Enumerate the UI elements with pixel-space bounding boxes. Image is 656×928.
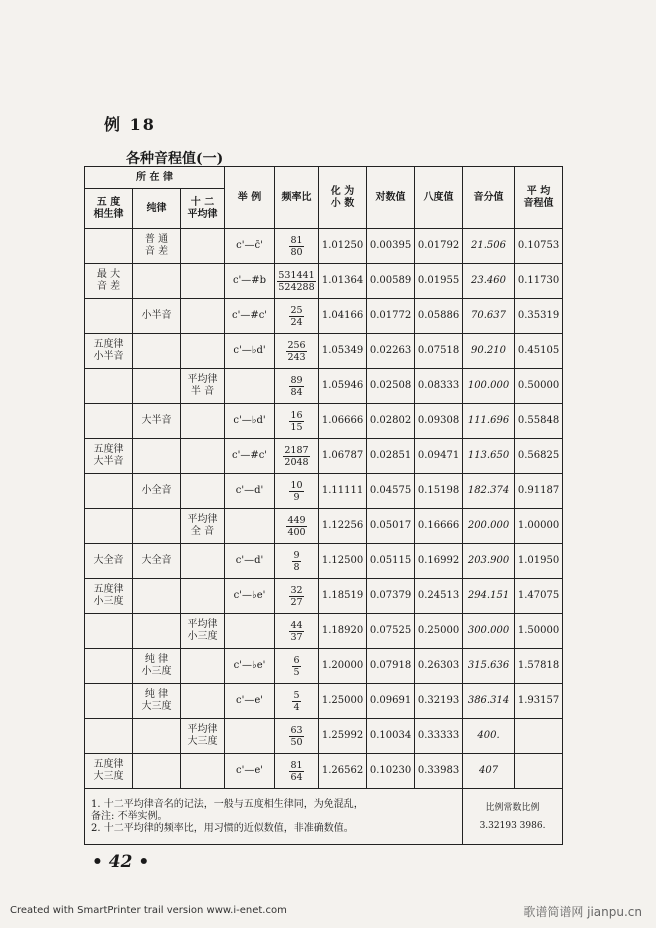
avg-cell: 0.10753 bbox=[515, 229, 563, 264]
ratio-denominator: 27 bbox=[290, 596, 303, 608]
five-degree-cell bbox=[85, 509, 133, 544]
ratio-denominator: 24 bbox=[290, 316, 303, 328]
equal-cell bbox=[181, 334, 225, 369]
footer-note: Created with SmartPrinter trail version www.i-enet.com bbox=[10, 905, 287, 916]
ratio-cell bbox=[275, 439, 319, 474]
just-cell bbox=[133, 509, 181, 544]
just-cell bbox=[133, 754, 181, 789]
just-cell bbox=[133, 719, 181, 754]
example-cell: c'—d' bbox=[225, 474, 275, 509]
octave-cell: 0.01955 bbox=[415, 264, 463, 299]
table-row bbox=[85, 229, 563, 264]
table-row bbox=[85, 754, 563, 789]
ratio-cell bbox=[275, 649, 319, 684]
cents-cell: 100.000 bbox=[463, 369, 515, 404]
example-cell: c'—♭d' bbox=[225, 334, 275, 369]
avg-cell: 0.50000 bbox=[515, 369, 563, 404]
example-cell: c'—♭e' bbox=[225, 649, 275, 684]
ratio-numerator: 63 bbox=[290, 724, 303, 736]
octave-cell: 0.16666 bbox=[415, 509, 463, 544]
log-cell: 0.02851 bbox=[367, 439, 415, 474]
avg-cell: 1.00000 bbox=[515, 509, 563, 544]
cents-cell: 386.314 bbox=[463, 684, 515, 719]
example-cell bbox=[225, 369, 275, 404]
table-row bbox=[85, 264, 563, 299]
interval-table bbox=[84, 166, 563, 845]
table-row bbox=[85, 684, 563, 719]
cents-cell: 182.374 bbox=[463, 474, 515, 509]
note-line-1b: 不举实例。 bbox=[117, 810, 168, 822]
ratio-cell bbox=[275, 334, 319, 369]
col-equal: 十 二 平均律 bbox=[181, 189, 225, 229]
equal-cell bbox=[181, 474, 225, 509]
equal-cell bbox=[181, 299, 225, 334]
ratio-denominator: 524288 bbox=[278, 281, 315, 293]
avg-cell: 0.55848 bbox=[515, 404, 563, 439]
ratio-cell bbox=[463, 789, 563, 845]
avg-cell bbox=[515, 719, 563, 754]
ratio-cell bbox=[275, 719, 319, 754]
decimal-cell: 1.01364 bbox=[319, 264, 367, 299]
ratio-denominator: 400 bbox=[287, 526, 306, 538]
avg-cell: 1.47075 bbox=[515, 579, 563, 614]
just-cell bbox=[133, 334, 181, 369]
ratio-numerator: 531441 bbox=[278, 269, 315, 281]
five-degree-cell: 五度律 小半音 bbox=[85, 334, 133, 369]
ratio-label: 比例常数比例 bbox=[485, 802, 540, 813]
just-cell bbox=[133, 614, 181, 649]
table-row bbox=[85, 649, 563, 684]
octave-cell: 0.26303 bbox=[415, 649, 463, 684]
just-cell: 小半音 bbox=[133, 299, 181, 334]
table-row bbox=[85, 544, 563, 579]
five-degree-cell bbox=[85, 369, 133, 404]
cents-cell: 294.151 bbox=[463, 579, 515, 614]
decimal-cell: 1.06787 bbox=[319, 439, 367, 474]
equal-cell bbox=[181, 684, 225, 719]
col-just: 纯律 bbox=[133, 189, 181, 229]
decimal-cell: 1.25000 bbox=[319, 684, 367, 719]
log-cell: 0.00395 bbox=[367, 229, 415, 264]
five-degree-cell bbox=[85, 614, 133, 649]
equal-cell: 平均律 半 音 bbox=[181, 369, 225, 404]
decimal-cell: 1.11111 bbox=[319, 474, 367, 509]
octave-cell: 0.25000 bbox=[415, 614, 463, 649]
avg-cell: 1.93157 bbox=[515, 684, 563, 719]
avg-cell: 1.01950 bbox=[515, 544, 563, 579]
table-row bbox=[85, 439, 563, 474]
avg-cell: 1.50000 bbox=[515, 614, 563, 649]
ratio-numerator: 256 bbox=[287, 339, 306, 351]
table-row bbox=[85, 719, 563, 754]
equal-cell bbox=[181, 754, 225, 789]
octave-cell: 0.08333 bbox=[415, 369, 463, 404]
ratio-denominator: 15 bbox=[290, 421, 303, 433]
ratio-numerator: 10 bbox=[290, 479, 303, 491]
octave-cell: 0.16992 bbox=[415, 544, 463, 579]
ratio-cell bbox=[275, 299, 319, 334]
table-row bbox=[85, 474, 563, 509]
equal-cell: 平均律 小三度 bbox=[181, 614, 225, 649]
ratio-cell bbox=[275, 544, 319, 579]
ratio-numerator: 81 bbox=[290, 234, 303, 246]
ratio-denominator: 4 bbox=[293, 701, 300, 713]
equal-cell bbox=[181, 544, 225, 579]
decimal-cell: 1.25992 bbox=[319, 719, 367, 754]
page-number: • 42 • bbox=[92, 852, 150, 872]
log-cell: 0.02263 bbox=[367, 334, 415, 369]
octave-cell: 0.09471 bbox=[415, 439, 463, 474]
decimal-cell: 1.12500 bbox=[319, 544, 367, 579]
log-cell: 0.10230 bbox=[367, 754, 415, 789]
octave-cell: 0.33983 bbox=[415, 754, 463, 789]
example-cell bbox=[225, 719, 275, 754]
ratio-cell bbox=[275, 614, 319, 649]
table-row bbox=[85, 614, 563, 649]
cents-cell: 90.210 bbox=[463, 334, 515, 369]
decimal-cell: 1.01250 bbox=[319, 229, 367, 264]
ratio-cell bbox=[275, 369, 319, 404]
just-cell: 大全音 bbox=[133, 544, 181, 579]
ratio-cell bbox=[275, 229, 319, 264]
site-watermark: 歌谱简谱网 jianpu.cn bbox=[523, 905, 642, 919]
ratio-denominator: 2048 bbox=[284, 456, 309, 468]
example-cell: c'—d' bbox=[225, 544, 275, 579]
ratio-numerator: 81 bbox=[290, 759, 303, 771]
col-ratio: 频率比 bbox=[275, 167, 319, 229]
example-cell: c'—c̄' bbox=[225, 229, 275, 264]
avg-cell: 0.11730 bbox=[515, 264, 563, 299]
log-cell: 0.05017 bbox=[367, 509, 415, 544]
five-degree-cell bbox=[85, 684, 133, 719]
ratio-cell bbox=[275, 404, 319, 439]
just-cell bbox=[133, 439, 181, 474]
note-line-2: 2. 十二平均律的频率比，用习惯的近似数值，非准确数值。 bbox=[91, 822, 354, 834]
octave-cell: 0.15198 bbox=[415, 474, 463, 509]
table-row bbox=[85, 509, 563, 544]
cents-cell: 111.696 bbox=[463, 404, 515, 439]
avg-cell bbox=[515, 754, 563, 789]
col-five-degree: 五 度 相生律 bbox=[85, 189, 133, 229]
five-degree-cell: 五度律 大三度 bbox=[85, 754, 133, 789]
col-avg: 平 均 音程值 bbox=[515, 167, 563, 229]
five-degree-cell: 五度律 小三度 bbox=[85, 579, 133, 614]
example-cell: c'—♭e' bbox=[225, 579, 275, 614]
cents-cell: 203.900 bbox=[463, 544, 515, 579]
avg-cell: 0.91187 bbox=[515, 474, 563, 509]
ratio-numerator: 16 bbox=[290, 409, 303, 421]
ratio-cell bbox=[275, 264, 319, 299]
ratio-denominator: 84 bbox=[290, 386, 303, 398]
octave-cell: 0.24513 bbox=[415, 579, 463, 614]
example-cell: c'—e' bbox=[225, 684, 275, 719]
decimal-cell: 1.20000 bbox=[319, 649, 367, 684]
cents-cell: 70.637 bbox=[463, 299, 515, 334]
octave-cell: 0.09308 bbox=[415, 404, 463, 439]
ratio-denominator: 243 bbox=[287, 351, 306, 363]
ratio-cell bbox=[275, 474, 319, 509]
decimal-cell: 1.04166 bbox=[319, 299, 367, 334]
equal-cell bbox=[181, 264, 225, 299]
log-cell: 0.09691 bbox=[367, 684, 415, 719]
log-cell: 0.07525 bbox=[367, 614, 415, 649]
decimal-cell: 1.06666 bbox=[319, 404, 367, 439]
log-cell: 0.07379 bbox=[367, 579, 415, 614]
just-cell: 纯 律 大三度 bbox=[133, 684, 181, 719]
decimal-cell: 1.12256 bbox=[319, 509, 367, 544]
notes-label: 备注: bbox=[91, 810, 115, 822]
just-cell bbox=[133, 264, 181, 299]
avg-cell: 0.45105 bbox=[515, 334, 563, 369]
equal-cell bbox=[181, 579, 225, 614]
log-cell: 0.07918 bbox=[367, 649, 415, 684]
equal-cell: 平均律 大三度 bbox=[181, 719, 225, 754]
cents-cell: 200.000 bbox=[463, 509, 515, 544]
equal-cell bbox=[181, 649, 225, 684]
ratio-denominator: 50 bbox=[290, 736, 303, 748]
example-cell: c'—#c' bbox=[225, 439, 275, 474]
ratio-denominator: 5 bbox=[293, 666, 300, 678]
table-row bbox=[85, 404, 563, 439]
decimal-cell: 1.18519 bbox=[319, 579, 367, 614]
ratio-numerator: 5 bbox=[293, 689, 300, 701]
ratio-numerator: 89 bbox=[290, 374, 303, 386]
just-cell bbox=[133, 369, 181, 404]
example-cell bbox=[225, 614, 275, 649]
ratio-numerator: 25 bbox=[290, 304, 303, 316]
cents-cell: 315.636 bbox=[463, 649, 515, 684]
log-cell: 0.01772 bbox=[367, 299, 415, 334]
table-row bbox=[85, 299, 563, 334]
cents-cell: 113.650 bbox=[463, 439, 515, 474]
example-cell: c'—♭d' bbox=[225, 404, 275, 439]
log-cell: 0.04575 bbox=[367, 474, 415, 509]
table-row bbox=[85, 579, 563, 614]
group-title: 所 在 律 bbox=[85, 167, 225, 189]
ratio-numerator: 2187 bbox=[284, 444, 309, 456]
ratio-cell bbox=[275, 579, 319, 614]
just-cell: 普 通 音 差 bbox=[133, 229, 181, 264]
cents-cell: 21.506 bbox=[463, 229, 515, 264]
ratio-cell bbox=[275, 684, 319, 719]
octave-cell: 0.05886 bbox=[415, 299, 463, 334]
ratio-numerator: 44 bbox=[290, 619, 303, 631]
col-example: 举 例 bbox=[225, 167, 275, 229]
equal-cell bbox=[181, 229, 225, 264]
just-cell: 小全音 bbox=[133, 474, 181, 509]
five-degree-cell: 五度律 大半音 bbox=[85, 439, 133, 474]
example-cell: c'—#c' bbox=[225, 299, 275, 334]
example-cell: c'—e' bbox=[225, 754, 275, 789]
decimal-cell: 1.26562 bbox=[319, 754, 367, 789]
ratio-numerator: 9 bbox=[293, 549, 300, 561]
just-cell: 大半音 bbox=[133, 404, 181, 439]
decimal-cell: 1.18920 bbox=[319, 614, 367, 649]
example-cell: c'—#b bbox=[225, 264, 275, 299]
just-cell: 纯 律 小三度 bbox=[133, 649, 181, 684]
five-degree-cell: 大全音 bbox=[85, 544, 133, 579]
ratio-numerator: 449 bbox=[287, 514, 306, 526]
equal-cell: 平均律 全 音 bbox=[181, 509, 225, 544]
ratio-denominator: 9 bbox=[293, 491, 300, 503]
avg-cell: 0.56825 bbox=[515, 439, 563, 474]
ratio-numerator: 32 bbox=[290, 584, 303, 596]
ratio-denominator: 8 bbox=[293, 561, 300, 573]
decimal-cell: 1.05349 bbox=[319, 334, 367, 369]
equal-cell bbox=[181, 404, 225, 439]
col-log: 对数值 bbox=[367, 167, 415, 229]
table-row bbox=[85, 369, 563, 404]
ratio-cell bbox=[275, 509, 319, 544]
ratio-value-2: 3986. bbox=[519, 820, 546, 831]
ratio-denominator: 64 bbox=[290, 771, 303, 783]
notes-cell bbox=[85, 789, 463, 845]
avg-cell: 1.57818 bbox=[515, 649, 563, 684]
ratio-cell bbox=[275, 754, 319, 789]
five-degree-cell bbox=[85, 404, 133, 439]
cents-cell: 300.000 bbox=[463, 614, 515, 649]
ratio-denominator: 80 bbox=[290, 246, 303, 258]
octave-cell: 0.07518 bbox=[415, 334, 463, 369]
log-cell: 0.02802 bbox=[367, 404, 415, 439]
col-cents: 音分值 bbox=[463, 167, 515, 229]
five-degree-cell bbox=[85, 474, 133, 509]
five-degree-cell bbox=[85, 229, 133, 264]
log-cell: 0.10034 bbox=[367, 719, 415, 754]
octave-cell: 0.01792 bbox=[415, 229, 463, 264]
cents-cell: 400. bbox=[463, 719, 515, 754]
example-cell bbox=[225, 509, 275, 544]
note-line-1: 1. 十二平均律音名的记法，一般与五度相生律同，为免混乱， bbox=[91, 798, 364, 810]
five-degree-cell: 最 大 音 差 bbox=[85, 264, 133, 299]
col-octave: 八度值 bbox=[415, 167, 463, 229]
avg-cell: 0.35319 bbox=[515, 299, 563, 334]
log-cell: 0.02508 bbox=[367, 369, 415, 404]
five-degree-cell bbox=[85, 649, 133, 684]
octave-cell: 0.33333 bbox=[415, 719, 463, 754]
table-caption: 各种音程值(一) bbox=[126, 151, 224, 167]
table-row bbox=[85, 334, 563, 369]
log-cell: 0.00589 bbox=[367, 264, 415, 299]
ratio-value-1: 3.32193 bbox=[479, 820, 517, 831]
octave-cell: 0.32193 bbox=[415, 684, 463, 719]
decimal-cell: 1.05946 bbox=[319, 369, 367, 404]
ratio-denominator: 37 bbox=[290, 631, 303, 643]
cents-cell: 23.460 bbox=[463, 264, 515, 299]
five-degree-cell bbox=[85, 719, 133, 754]
equal-cell bbox=[181, 439, 225, 474]
example-heading: 例 18 bbox=[104, 115, 156, 134]
just-cell bbox=[133, 579, 181, 614]
cents-cell: 407 bbox=[463, 754, 515, 789]
ratio-numerator: 6 bbox=[293, 654, 300, 666]
five-degree-cell bbox=[85, 299, 133, 334]
col-decimal: 化 为 小 数 bbox=[319, 167, 367, 229]
log-cell: 0.05115 bbox=[367, 544, 415, 579]
